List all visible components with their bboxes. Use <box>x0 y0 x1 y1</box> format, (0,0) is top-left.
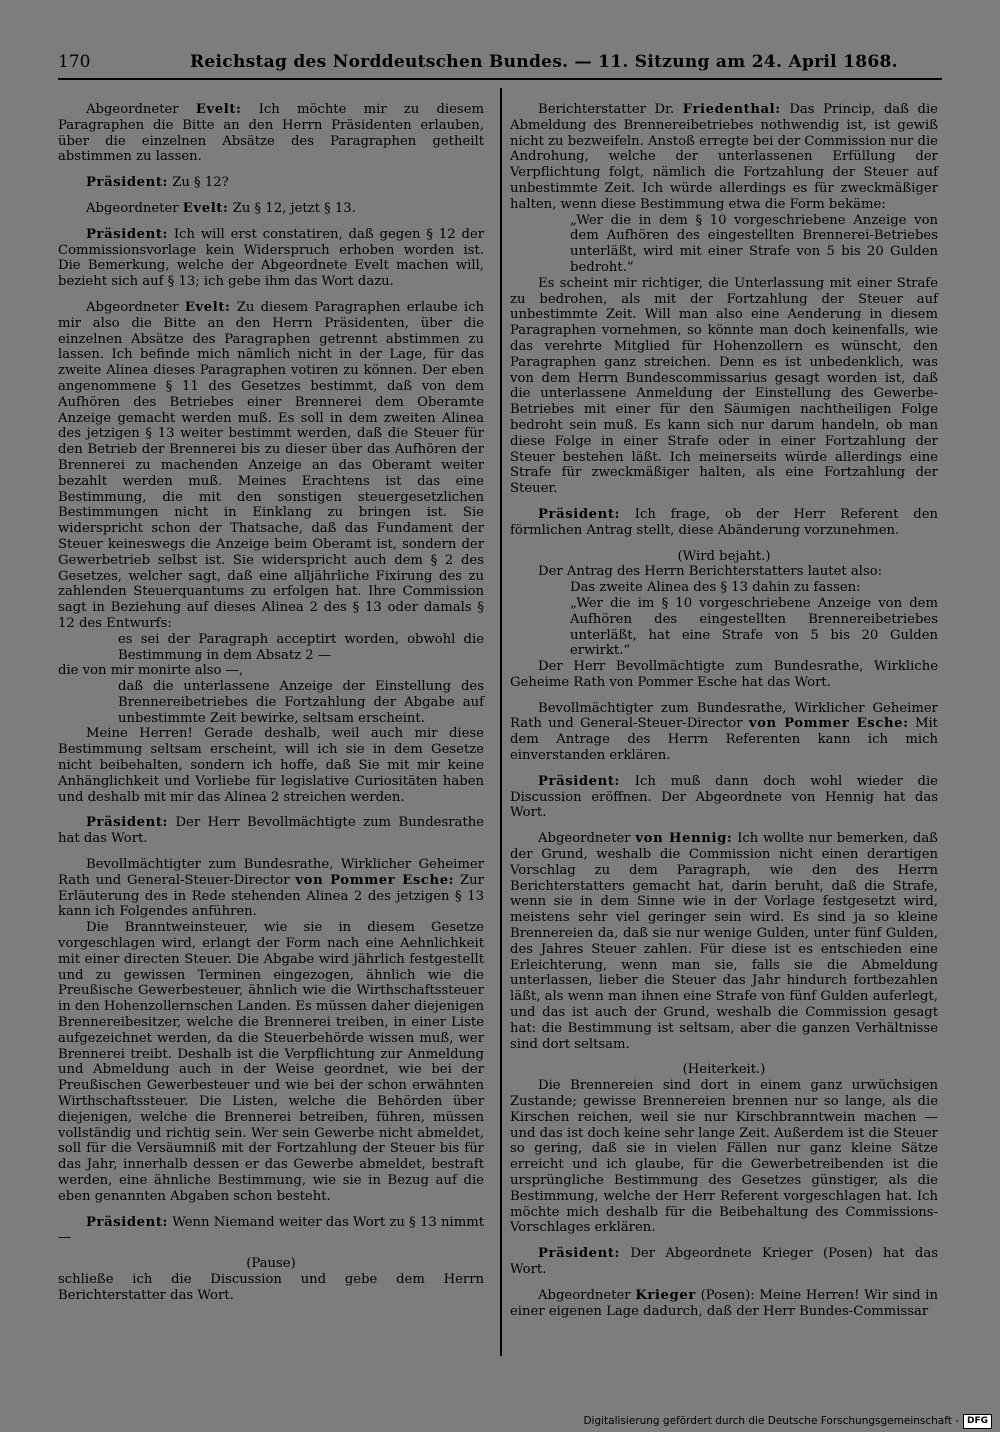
speech-paragraph <box>58 201 484 217</box>
speaker-name: Präsident: <box>86 175 169 191</box>
dfg-logo: DFG <box>963 1414 992 1429</box>
speaker-role: Bevollmächtigter zum Bundesrathe, Wirklicher Geheimer Rath und General-Steuer-Director <box>510 700 938 732</box>
speaker-name: Evelt: <box>184 299 231 315</box>
header-rule <box>58 78 942 80</box>
speech-text: Ich frage, ob der Herr Referent den förmlichen Antrag stellt, diese Abänderung vorzunehmen. <box>510 506 938 538</box>
speaker-name: Präsident: <box>86 1214 169 1230</box>
left-column <box>58 92 484 1304</box>
speech-text: Zu § 12, jetzt § 13. <box>228 200 356 216</box>
speech-paragraph <box>510 102 938 213</box>
speech-paragraph <box>510 774 938 821</box>
stage-direction: (Heiterkeit.) <box>682 1062 766 1078</box>
speaker-role: Berichterstatter Dr. <box>538 102 683 117</box>
speech-paragraph <box>58 1215 484 1247</box>
speech-text: Zu diesem Paragraphen erlaube ich mir also die Bitte an den Herrn Präsidenten, über die einzelnen Absätze des Paragraphen getrennt abstimmen zu lassen. Ich befinde mich nämlich nicht in der Lage, für das zweite Alinea dieses Paragraphen votiren zu können. Der eben angenommene § 11 des Gesetzes bestimmt, daß von dem Aufhören des Betriebes einer Brennerei dem Oberamte Anzeige gemacht werden muß. Es soll in dem zweiten Alinea des jetzigen § 13 weiter bestimmt werden, daß die Steuer für den Betrieb der Brennerei bis zu dieser über das Aufhören der Brennerei zu machenden Anzeige an das Oberamt weiter bezahlt werden muß. Meines Erachtens ist das eine Bestimmung, die mit den sonstigen steuergesetzlichen Bestimmungen nicht in Einklang zu bringen ist. Sie widerspricht schon der Thatsache, daß das Fundament der Steuer keineswegs die Anzeige beim Oberamt ist, sondern der Gewerbetrieb selbst ist. Sie widerspricht auch dem § 2 des Gesetzes, welcher sagt, daß eine alljährliche Fixirung des zu zahlenden Steuerquantums zu erfolgen hat. Ihre Commission sagt in Beziehung auf dieses Alinea 2 des § 13 oder damals § 12 des Entwurfs: <box>58 299 484 631</box>
speaker-name: von Hennig: <box>635 831 733 847</box>
continuation-paragraph: Der Herr Bevollmächtigte zum Bundesrathe, Wirkliche Geheime Rath von Pommer Esche hat das Wort. <box>510 659 938 690</box>
column-divider <box>500 88 502 1356</box>
speech-text: Ich muß dann doch wohl wieder die Discussion eröffnen. Der Abgeordnete von Hennig hat das Wort. <box>510 773 938 821</box>
speech-paragraph <box>510 1288 938 1320</box>
speaker-name: Präsident: <box>538 773 621 789</box>
speech-paragraph <box>510 1246 938 1278</box>
speaker-name: Evelt: <box>182 200 229 216</box>
speaker-role: Abgeordneter <box>86 200 183 216</box>
speech-text: Ich wollte nur bemerken, daß der Grund, weshalb die Commission nicht einen derartigen Vorschlag zu dem Paragraph, wie den des Herrn Berichterstatters gemacht hat, darin beruht, daß die Strafe, wenn sie in dem Sinne wie in der Vorlage festgesetzt wird, meistens sehr viel geringer sein wird. Es sind ja so kleine Brennereien da, daß sie nur wenige Gulden, unter fünf Gulden, des Jahres Steuer zahlen. Für diese ist es entschieden eine Erleichterung, wenn man sie, falls sie die Abmeldung unterlassen, lieber die Steuer das Jahr hindurch fortbezahlen läßt, als wenn man ihnen eine Strafe von fünf Gulden auferlegt, und das ist auch der Grund, weshalb die Commission gesagt hat: die Bestimmung ist seltsam, aber die ganzen Verhältnisse sind dort seltsam. <box>510 831 938 1052</box>
speech-text: Der Abgeordnete Krieger (Posen) hat das Wort. <box>510 1246 938 1277</box>
speaker-name: Präsident: <box>86 815 169 831</box>
speech-paragraph <box>58 175 484 191</box>
continuation-paragraph: Meine Herren! Gerade deshalb, weil auch mir diese Bestimmung seltsam erscheint, will ich sie in dem Gesetze nicht beibehalten, sondern ich hoffe, daß Sie mit mir keine Anhänglichkeit und Vorliebe für legislative Curiositäten haben und deshalb mit mir das Alinea 2 streichen werden. <box>58 726 484 805</box>
continuation-paragraph: Der Antrag des Herrn Berichterstatters lautet also: <box>538 564 883 580</box>
speech-text: Ich will erst constatiren, daß gegen § 12 der Commissionsvorlage kein Widerspruch erhoben worden ist. Die Bemerkung, welche der Abgeordnete Evelt machen will, bezieht sich auf § 13; ich gebe ihm das Wort dazu. <box>58 226 484 290</box>
speaker-name: Präsident: <box>538 506 621 522</box>
continuation-paragraph: schließe ich die Discussion und gebe dem Herrn Berichterstatter das Wort. <box>58 1271 484 1303</box>
continuation-paragraph: Es scheint mir richtiger, die Unterlassung mit einer Strafe zu bedrohen, als mit der Fortzahlung der Steuer auf unbestimmte Zeit. Will man also eine Aenderung in diesem Paragraphen vornehmen, so könnte man doch keinenfalls, wie das verehrte Mitglied für Hohenzollern es wünscht, den Paragraphen ganz streichen. Denn es ist unbedenklich, was von dem Herrn Bundescommissarius gesagt worden ist, daß die unterlassene Anmeldung der Einstellung des Gewerbe-Betriebes mit einer für den Säumigen nachtheiligen Folge bedroht sein muß. Es kann sich nur darum handeln, ob man diese Folge in einer Strafe oder in einer Fortzahlung der Steuer bestehen läßt. Ich meinerseits würde allerdings eine Strafe für zweckmäßiger halten, als eine Fortzahlung der Steuer. <box>510 275 938 497</box>
speech-paragraph <box>510 701 938 764</box>
page-header <box>58 50 942 78</box>
continuation-paragraph: die von mir monirte also —, <box>58 663 244 679</box>
stage-direction: (Wird bejaht.) <box>677 548 771 564</box>
speech-text: Ich möchte mir zu diesem Paragraphen die Bitte an den Herrn Präsidenten erlauben, über die einzelnen Absätze des Paragraphen getheilt abstimmen zu lassen. <box>58 102 485 165</box>
speaker-name: Präsident: <box>86 226 169 242</box>
speech-text: Mit dem Antrage des Herrn Referenten kann ich mich einverstanden erklären. <box>510 716 938 764</box>
speaker-name: Friedenthal: <box>682 102 781 117</box>
speech-paragraph <box>510 831 938 1052</box>
speech-text: Zu § 12? <box>168 175 229 191</box>
speaker-role: Abgeordneter <box>86 102 196 117</box>
speaker-role: Abgeordneter <box>538 1287 636 1303</box>
speech-text: Das Princip, daß die Abmeldung des Brennereibetriebes nothwendig ist, ist gewiß nicht zu bezweifeln. Anstoß erregte bei der Commission nur die Androhung, welche der unterlassenen Erfüllung der Verpflichtung folgt, nämlich die Fortzahlung der Steuer auf unbestimmte Zeit. Ich würde allerdings es für zweckmäßiger halten, wenn diese Bestimmung etwa die Form bekäme: <box>510 102 938 212</box>
speaker-name: Krieger <box>635 1287 696 1303</box>
speaker-name: Präsident: <box>538 1246 621 1262</box>
speech-paragraph <box>510 507 938 539</box>
digitization-credit <box>583 1412 992 1430</box>
speech-paragraph <box>58 857 484 920</box>
speech-text: Zur Erläuterung des in Rede stehenden Alinea 2 des jetzigen § 13 kann ich Folgendes anführen. <box>58 872 484 920</box>
speech-paragraph <box>58 227 484 290</box>
speech-paragraph <box>58 300 484 632</box>
stage-direction: (Pause) <box>246 1256 296 1272</box>
speech-text: Der Herr Bevollmächtigte zum Bundesrathe hat das Wort. <box>58 815 484 847</box>
quoted-passage: „Wer die in dem § 10 vorgeschriebene Anzeige von dem Aufhören des eingestellten Brennerei-Betriebes unterläßt, wird mit einer Strafe von 5 bis 20 Gulden bedroht.“ <box>570 212 938 275</box>
speech-paragraph <box>58 815 484 847</box>
speech-text: Wenn Niemand weiter das Wort zu § 13 nimmt — <box>58 1214 484 1246</box>
credit-text: Digitalisierung gefördert durch die Deutsche Forschungsgemeinschaft - <box>583 1415 959 1427</box>
quoted-passage: daß die unterlassene Anzeige der Einstellung des Brennereibetriebes die Fortzahlung der Abgabe auf unbestimmte Zeit bewirke, seltsam erscheint. <box>118 679 484 726</box>
page-number: 170 <box>58 52 91 72</box>
quoted-passage: „Wer die im § 10 vorgeschriebene Anzeige von dem Aufhören des eingestellten Brennereibetriebes unterläßt, hat eine Strafe von 5 bis 20 Gulden erwirkt.“ <box>570 595 938 659</box>
speaker-role: Abgeordneter <box>86 299 185 315</box>
speaker-name: von Pommer Esche: <box>295 872 455 888</box>
right-column <box>510 92 938 1319</box>
continuation-paragraph: Die Branntweinsteuer, wie sie in diesem Gesetze vorgeschlagen wird, erlangt der Form nach eine Aehnlichkeit mit einer directen Steuer. Die Abgabe wird jährlich festgestellt und zu gewissen Terminen eingezogen, ähnlich wie die Preußische Gewerbesteuer, ähnlich wie die Wirthschaftssteuer in den Hohenzollernschen Landen. Es müssen daher diejenigen Brennereibesitzer, welche die Brennerei treiben, in einer Liste aufgezeichnet werden, da die Steuerbehörde wissen muß, wer Brennerei treibt. Deshalb ist die Verpflichtung zur Anmeldung und Abmeldung auch in der Weise geordnet, wie bei der Preußischen Gewerbesteuer und wie bei der schon erwähnten Wirthschaftssteuer. Die Listen, welche die Behörden über diejenigen, welche die Brennerei betreiben, führen, müssen vollständig und richtig sein. Wer sein Gewerbe nicht abmeldet, soll für die Versäumniß mit der Fortzahlung der Steuer bis für das Jahr, innerhalb dessen er das Gewerbe abmeldet, bestraft werden, eine ähnliche Bestimmung, wie sie in Bezug auf die eben genannten Abgaben schon besteht. <box>58 920 484 1204</box>
speaker-name: Evelt: <box>195 102 242 117</box>
speaker-role: Abgeordneter <box>538 831 636 847</box>
speaker-role: Bevollmächtigter zum Bundesrathe, Wirklicher Geheimer Rath und General-Steuer-Director <box>58 857 484 888</box>
speech-text: (Posen): Meine Herren! Wir sind in einer eigenen Lage dadurch, daß der Herr Bundes-Commissar <box>510 1287 938 1319</box>
speaker-name: von Pommer Esche: <box>748 716 909 732</box>
quoted-passage: es sei der Paragraph acceptirt worden, obwohl die Bestimmung in dem Absatz 2 — <box>118 631 484 663</box>
speech-paragraph <box>58 102 484 165</box>
continuation-paragraph: Die Brennereien sind dort in einem ganz urwüchsigen Zustande; gewisse Brennereien brennen nur so lange, als die Kirschen reichen, weil sie nur Kirschbranntwein machen — und das ist doch keine sehr lange Zeit. Außerdem ist die Steuer so gering, daß sie in vielen Fällen nur ganz kleine Sätze erreicht und ich glaube, für die Gewerbetreibenden ist die ursprüngliche Bestimmung des Gesetzes günstiger, als die Bestimmung, welche der Herr Referent vorgeschlagen hat. Ich möchte mich deshalb für die Beibehaltung des Commissions-Vorschlages erklären. <box>510 1078 938 1236</box>
running-title: Reichstag des Norddeutschen Bundes. — 11. Sitzung am 24. April 1868. <box>190 52 898 72</box>
quoted-passage: Das zweite Alinea des § 13 dahin zu fassen: <box>570 580 861 596</box>
